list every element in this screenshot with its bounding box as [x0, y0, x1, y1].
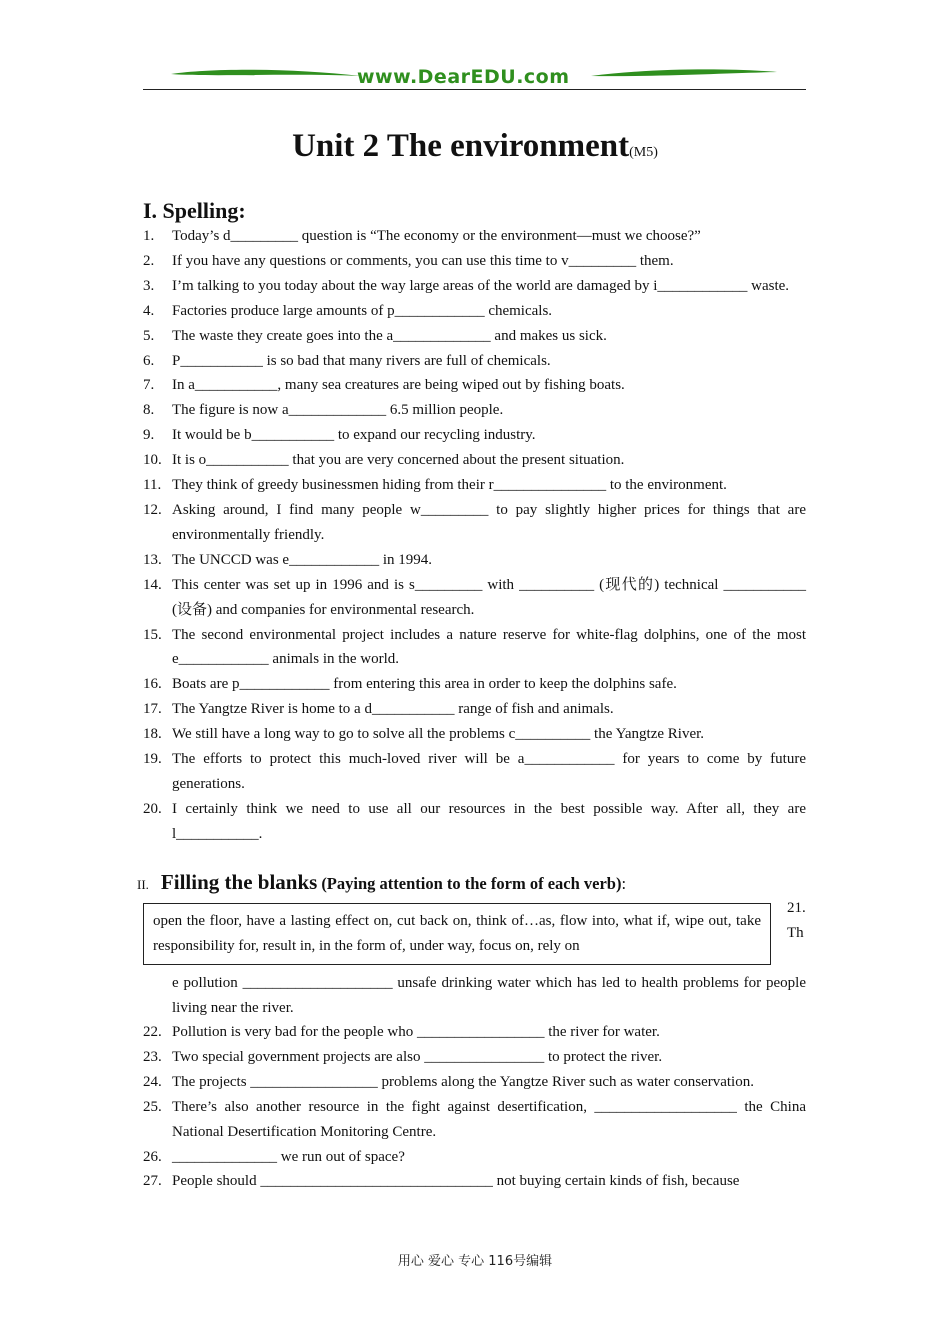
list-item: [143, 249, 806, 274]
item-text: ______________ we run out of space?: [172, 1148, 405, 1165]
item-text: It is o___________ that you are very concerned about the present situation.: [172, 452, 625, 469]
site-logo-text: www.DearEDU.com: [357, 66, 570, 88]
item-number: 14.: [143, 576, 162, 593]
header-divider: [143, 89, 806, 90]
list-item: [143, 473, 806, 498]
item-number: 11.: [143, 477, 162, 494]
list-item: [143, 373, 806, 398]
item-number: 8.: [143, 402, 155, 419]
list-item: [143, 1045, 806, 1070]
item-text: The UNCCD was e____________ in 1994.: [172, 551, 432, 568]
list-item: [143, 1145, 806, 1170]
item-number: 6.: [143, 352, 155, 369]
list-item: [143, 797, 806, 847]
item-number: 24.: [143, 1073, 162, 1090]
spelling-list: [143, 224, 806, 847]
item-text: The figure is now a_____________ 6.5 million people.: [172, 402, 504, 419]
item-text: I certainly think we need to use all our resources in the best possible way. After all, they are l___________.: [172, 800, 806, 842]
item-number: 25.: [143, 1098, 162, 1115]
item-text: Boats are p____________ from entering this area in order to keep the dolphins safe.: [172, 676, 677, 693]
item-text: I’m talking to you today about the way large areas of the world are damaged by i____________ waste.: [172, 277, 790, 294]
item-number: 26.: [143, 1148, 162, 1165]
section1-heading: I. Spelling:: [143, 198, 246, 223]
section2-title: Filling the blanks: [160, 870, 318, 894]
list-item: [143, 722, 806, 747]
item-number: 23.: [143, 1048, 162, 1065]
item-text: This center was set up in 1996 and is s_________ with __________ (现代的) technical ___________ (设备) and companies for environmental research.: [172, 576, 806, 618]
section2-note: (Paying attention to the form of each verb): [321, 874, 622, 893]
item21-continuation: e pollution ____________________ unsafe drinking water which has led to health problems for people living near the river.: [172, 975, 806, 1016]
page-title: [0, 128, 950, 165]
list-item: [143, 573, 806, 623]
item-number: 27.: [143, 1173, 162, 1190]
item-text: There’s also another resource in the fight against desertification, ___________________ the China National Desertification Monitoring Centre.: [172, 1098, 806, 1140]
list-item: [143, 398, 806, 423]
list-item: [143, 548, 806, 573]
section2-colon: :: [621, 874, 627, 893]
item-text: If you have any questions or comments, you can use this time to v_________ them.: [172, 252, 674, 269]
item-text: The efforts to protect this much-loved river will be a____________ for years to come by future generations.: [172, 751, 806, 792]
item21-head-a: 21.: [787, 900, 806, 916]
list-item: [143, 747, 806, 797]
item-number: 15.: [143, 626, 162, 643]
item-number: 9.: [143, 427, 155, 444]
item-text: It would be b___________ to expand our recycling industry.: [172, 427, 536, 444]
item-number: 12.: [143, 501, 162, 518]
item-text: The second environmental project includes a nature reserve for white-flag dolphins, one of the most e____________ animals in the world.: [172, 626, 806, 668]
list-item: [143, 324, 806, 349]
list-item: [143, 1095, 806, 1145]
item-text: Today’s d_________ question is “The economy or the environment—must we choose?”: [172, 228, 701, 244]
item-text: P___________ is so bad that many rivers are full of chemicals.: [172, 352, 551, 369]
item-number: 16.: [143, 676, 162, 693]
item-number: 4.: [143, 302, 155, 319]
item-number: 3.: [143, 277, 155, 294]
item-text: People should _______________________________ not buying certain kinds of fish, because: [172, 1173, 740, 1190]
item-number: 2.: [143, 252, 155, 269]
item-number: 20.: [143, 800, 162, 817]
item-number: 1.: [143, 228, 155, 244]
section2-heading: [137, 870, 626, 895]
item21-number: [787, 896, 806, 946]
item-text: The waste they create goes into the a_____________ and makes us sick.: [172, 327, 607, 344]
left-swoosh-icon: [171, 68, 361, 80]
item-text: Pollution is very bad for the people who _________________ the river for water.: [172, 1024, 660, 1040]
list-item: [143, 423, 806, 448]
item-number: 7.: [143, 377, 155, 394]
list-item: [143, 697, 806, 722]
blanks-list: [143, 1020, 806, 1194]
title-main: Unit 2 The environment: [292, 128, 630, 164]
title-sub: (M5): [629, 145, 658, 160]
item-text: They think of greedy businessmen hiding from their r_______________ to the environment.: [172, 477, 727, 494]
section2-roman: II.: [137, 877, 149, 892]
item-text: Asking around, I find many people w_________ to pay slightly higher prices for things that are environmentally friendly.: [172, 501, 806, 543]
item-text: In a___________, many sea creatures are being wiped out by fishing boats.: [172, 377, 625, 394]
item-text: Two special government projects are also ________________ to protect the river.: [172, 1048, 663, 1065]
item-text: We still have a long way to go to solve all the problems c__________ the Yangtze River.: [172, 726, 705, 743]
list-item: [143, 349, 806, 374]
list-item: [143, 672, 806, 697]
site-header: [143, 62, 806, 92]
page-footer: 用心 爱心 专心 116号编辑: [397, 1254, 553, 1269]
item-text: Factories produce large amounts of p____________ chemicals.: [172, 302, 553, 319]
list-item: [143, 299, 806, 324]
item-number: 5.: [143, 327, 155, 344]
list-item: [143, 274, 806, 299]
item-text: The Yangtze River is home to a d___________ range of fish and animals.: [172, 701, 614, 718]
right-swoosh-icon: [591, 68, 777, 80]
list-item: [143, 1070, 806, 1095]
item-number: 22.: [143, 1024, 162, 1040]
item-number: 13.: [143, 551, 162, 568]
phrase-box: open the floor, have a lasting effect on, cut back on, think of…as, flow into, what if, wipe out, take responsibility for, result in, in the form of, under way, focus on, rely on: [143, 903, 771, 965]
list-item: [143, 1169, 806, 1194]
item21-head-b: Th: [787, 925, 804, 941]
list-item: [143, 448, 806, 473]
list-item: [143, 498, 806, 548]
list-item: [143, 224, 806, 249]
item-number: 10.: [143, 452, 162, 469]
item-number: 17.: [143, 701, 162, 718]
list-item: [143, 1020, 806, 1045]
item-number: 19.: [143, 751, 162, 768]
item-text: The projects _________________ problems along the Yangtze River such as water conservation.: [172, 1073, 754, 1090]
list-item: [143, 623, 806, 673]
item-number: 18.: [143, 726, 162, 743]
